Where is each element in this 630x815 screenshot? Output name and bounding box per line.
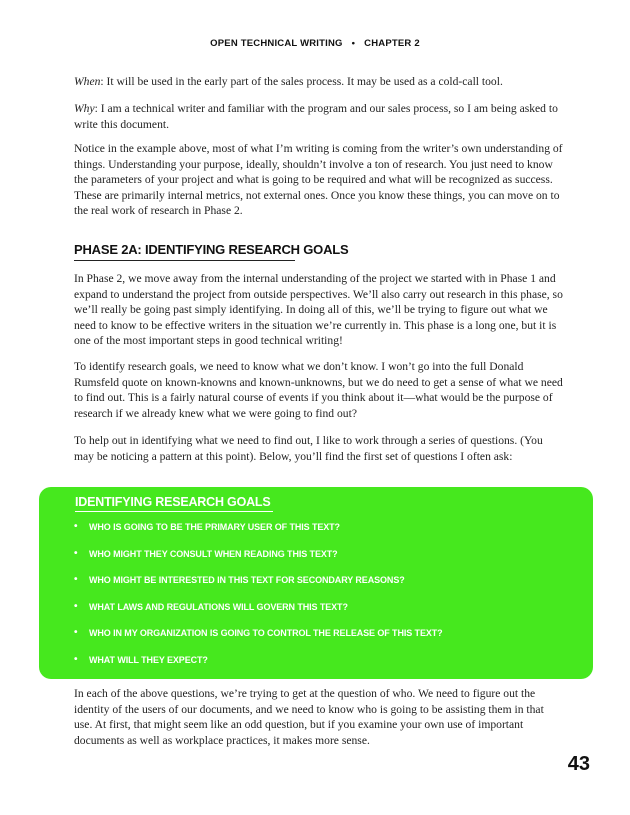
callout-question-text: WHO IN MY ORGANIZATION IS GOING TO CONTROL THE RELEASE OF THIS TEXT? [89,628,443,638]
when-paragraph-block [74,74,564,90]
callout-question-item [74,628,443,655]
research-goals-callout [39,487,593,679]
bullet-icon: • [74,547,78,559]
bullet-icon: • [74,627,78,638]
callout-title: IDENTIFYING RESEARCH GOALS [75,495,273,512]
callout-question-item [74,602,443,629]
running-header [0,38,630,49]
book-title: OPEN TECHNICAL WRITING [210,38,343,49]
callout-question-text: WHO MIGHT THEY CONSULT WHEN READING THIS TEXT? [89,548,338,559]
callout-question-text: WHO IS GOING TO BE THE PRIMARY USER OF THIS TEXT? [89,522,340,532]
callout-question-item [74,655,443,682]
header-separator: • [351,38,356,49]
why-label: Why [74,102,95,115]
when-label: When [74,75,101,88]
closing-paragraph: In each of the above questions, we’re trying to get at the question of who. We need to figure out the identity of the users of our documents, and we need to know who is going to be assisting them in that use. At first, that might seem like an odd question, but if you examine your own use of important documents as well as workplace practices, it makes more sense. [74,687,544,747]
questions-intro-paragraph-block [74,433,564,464]
section-heading: PHASE 2A: IDENTIFYING RESEARCH GOALS [74,242,295,261]
callout-question-item [74,522,443,549]
callout-question-item [74,549,443,576]
callout-question-text: WHAT WILL THEY EXPECT? [89,654,208,665]
why-text: : I am a technical writer and familiar with the program and our sales process, so I am being asked to write this document. [74,102,558,131]
notice-paragraph-block [74,141,564,219]
notice-paragraph: Notice in the example above, most of what I’m writing is coming from the writer’s own understanding of things. Understanding your purpose, ideally, shouldn’t involve a ton of research. You just need to know the parameters of your project and what is going to be required and what will be recognized as success. These are primarily internal metrics, not external ones. Once you know these things, you can move on to the real work of research in Phase 2. [74,142,563,218]
why-paragraph-block [74,101,564,132]
questions-intro-paragraph: To help out in identifying what we need to find out, I like to work through a series of questions. (You may be noticing a pattern at this point). Below, you’ll find the first set of questions I often ask: [74,434,543,463]
bullet-icon: • [74,521,78,532]
chapter-label: CHAPTER 2 [364,38,420,49]
bullet-icon: • [74,600,78,612]
phase2-paragraph: In Phase 2, we move away from the internal understanding of the project we started with in Phase 1 and expand to understand the project from outside perspectives. We’ll also carry out research in this phase, so we’ll really be going past simply identifying. In doing all of this, we’ll be trying to figure out what we need to know to be effective writers in the situation we’re currently in. This phase is a long one, but it is one of the most important steps in good technical writing! [74,272,563,348]
research-goals-paragraph-block [74,359,564,421]
phase2-paragraph-block [74,271,564,349]
when-text: : It will be used in the early part of the sales process. It may be used as a cold-call tool. [100,75,503,88]
callout-question-list [74,522,443,681]
research-goals-paragraph: To identify research goals, we need to know what we don’t know. I won’t go into the full Donald Rumsfeld quote on known-knowns and known-unknowns, but we do need to get a sense of what we need to find out. This is a fairly natural course of events if you think about it—what would be the purpose of research if we already knew what we were going to find out? [74,360,563,420]
page-number: 43 [567,753,590,775]
when-paragraph [74,74,564,90]
callout-question-item [74,575,443,602]
callout-question-text: WHAT LAWS AND REGULATIONS WILL GOVERN THIS TEXT? [89,601,348,612]
closing-paragraph-block [74,686,564,748]
bullet-icon: • [74,574,78,585]
callout-question-text: WHO MIGHT BE INTERESTED IN THIS TEXT FOR SECONDARY REASONS? [89,575,405,585]
why-paragraph [74,101,564,132]
bullet-icon: • [74,653,78,665]
